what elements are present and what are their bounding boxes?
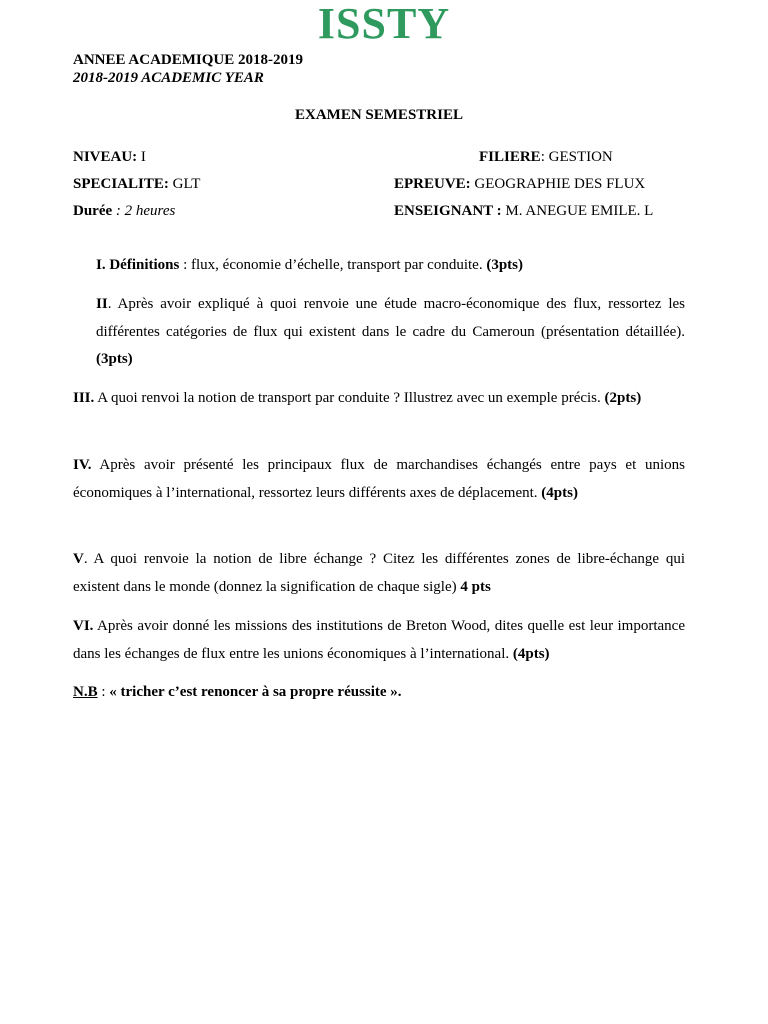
enseignant-value: M. ANEGUE EMILE. L	[501, 203, 654, 219]
epreuve-label: EPREUVE:	[394, 176, 471, 192]
duree-value: : 2 heures	[112, 203, 176, 219]
academic-year-fr: ANNEE ACADEMIQUE 2018-2019	[73, 52, 304, 68]
specialite-label: SPECIALITE:	[73, 176, 169, 192]
epreuve-line	[394, 176, 645, 193]
exam-title: EXAMEN SEMESTRIEL	[295, 107, 463, 123]
question-3	[73, 385, 685, 413]
question-number: IV.	[73, 457, 92, 473]
note-line	[73, 679, 685, 707]
filiere-label: FILIERE	[479, 149, 541, 165]
duree-line	[73, 203, 175, 220]
question-text: A quoi renvoi la notion de transport par conduite ? Illustrez avec un exemple précis.	[94, 390, 605, 406]
question-points: (3pts)	[486, 257, 523, 273]
enseignant-label: ENSEIGNANT :	[394, 203, 502, 219]
note-text: « tricher c’est renoncer à sa propre réussite ».	[109, 684, 402, 700]
academic-year-en: 2018-2019 ACADEMIC YEAR	[73, 70, 264, 86]
niveau-line	[73, 149, 146, 166]
niveau-label: NIVEAU:	[73, 149, 138, 165]
question-text: . A quoi renvoie la notion de libre échange ? Citez les différentes zones de libre-échange qui existent dans le monde (donnez la signification de chaque sigle)	[73, 551, 685, 595]
enseignant-line	[394, 203, 653, 220]
question-text: Après avoir donné les missions des institutions de Breton Wood, dites quelle est leur importance dans les échanges de flux entre les unions économiques à l’international.	[73, 618, 685, 662]
question-1	[96, 252, 685, 280]
question-points: (2pts)	[604, 390, 642, 406]
epreuve-value: GEOGRAPHIE DES FLUX	[470, 176, 646, 192]
question-number: I. Définitions	[96, 257, 180, 273]
issty-logo: ISSTY	[317, 0, 451, 48]
question-points: (4pts)	[541, 484, 578, 501]
question-number: III.	[73, 390, 95, 406]
specialite-line	[73, 176, 200, 193]
duree-label: Durée	[73, 203, 113, 219]
filiere-value: : GESTION	[540, 149, 613, 165]
question-text: . Après avoir expliqué à quoi renvoie une étude macro-économique des flux, ressortez les différentes catégories de flux qui existent dans le cadre du Cameroun (présentation détaillée).	[96, 296, 685, 340]
question-number: II	[96, 296, 108, 312]
question-text: : flux, économie d’échelle, transport par conduite.	[179, 257, 487, 273]
filiere-line	[479, 149, 613, 166]
niveau-value: I	[137, 149, 146, 165]
note-label: N.B	[73, 684, 98, 700]
question-2	[96, 291, 685, 374]
question-4	[73, 452, 685, 507]
specialite-value: GLT	[168, 176, 201, 192]
question-5	[73, 546, 685, 601]
question-number: VI.	[73, 618, 94, 634]
question-points: 4 pts	[460, 578, 491, 595]
question-points: (3pts)	[96, 351, 133, 367]
question-points: (4pts)	[512, 645, 550, 662]
question-text: Après avoir présenté les principaux flux de marchandises échangés entre pays et unions économiques à l’international, ressortez leurs différents axes de déplacement.	[73, 457, 685, 501]
question-6	[73, 613, 685, 668]
note-separator: :	[97, 684, 110, 700]
question-number: V	[73, 551, 84, 567]
